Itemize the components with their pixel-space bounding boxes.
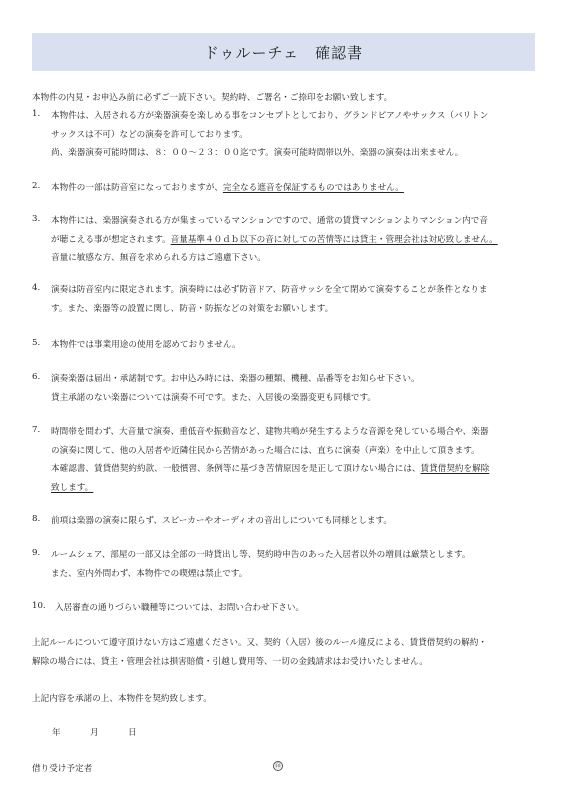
acceptance-statement: 上記内容を承諾の上、本物件を契約致します。 <box>32 694 212 704</box>
rule-line <box>51 481 93 493</box>
rule-line <box>51 462 489 474</box>
rule-text: 本物件には、楽器演奏される方が集まっているマンションですので、通常の賃貸マンションよりマンション内で音 <box>51 216 488 226</box>
rule-line <box>51 251 266 263</box>
rule-number: 1. <box>32 109 41 119</box>
rule-line <box>51 425 488 437</box>
rule-emphasis-underlined: 音量基準４０ｄｂ以下の音に対しての苦情等には貸主・管理会社は対応致しません。 <box>170 234 498 245</box>
rule-number: 3. <box>32 214 41 224</box>
rule-number: 5. <box>32 338 41 348</box>
rule-emphasis-underlined: 賃貸借契約を解除 <box>420 464 490 474</box>
date-month-label: 月 <box>90 728 99 738</box>
rule-number: 7. <box>32 425 41 435</box>
rule-text: また、室内外問わず、本物件での喫煙は禁止です。 <box>51 568 248 579</box>
rule-text: 本物件は、入居される方が楽器演奏を楽しめる事をコンセプトとしており、グランドピアノやサックス（バリトン <box>51 111 489 121</box>
rule-line <box>51 338 241 350</box>
rule-text: 演奏は防音室内に限定されます。演奏時には必ず防音ドア、防音サッシを全て閉めて演奏することが条件となりま <box>51 285 488 295</box>
rule-text: サックスは不可）などの演奏を許可しております。 <box>51 129 248 140</box>
rule-line <box>51 109 488 121</box>
rule-text: ルームシェア、部屋の一部又は全部の一時貸出し等、契約時申告のあった入居者以外の増員は厳禁とします。 <box>51 550 471 560</box>
rule-text: す。また、楽器等の設置に関し、防音・防振などの対策をお願いします。 <box>51 303 334 314</box>
rule-number: 10. <box>32 601 46 611</box>
closing-line-1: 上記ルールについて遵守頂けない方はご遠慮ください。又、契約（入居）後のルール違反による、賃貸借契約の解約・ <box>32 638 487 648</box>
rule-line <box>51 548 470 560</box>
closing-line-2: 解除の場合には、貸主・管理会社は損害賠償・引越し費用等、一切の金銭請求はお受けいたしません。 <box>32 657 428 667</box>
signature-label: 借り受け予定者 <box>32 764 93 774</box>
rule-line <box>51 233 498 245</box>
rule-text: 音量に敏感な方、無音を求められる方はご遠慮下さい。 <box>51 253 266 263</box>
rule-text: 本物件の一部は防音室になっておりますが、 <box>51 183 223 193</box>
date-day-label: 日 <box>128 728 137 738</box>
rule-line <box>51 514 392 526</box>
rule-emphasis-underlined: 致します。 <box>51 482 94 493</box>
rule-line <box>51 214 488 226</box>
seal-mark-icon: ㊞ <box>274 763 281 770</box>
rule-text: 時間帯を問わず、大音量で演奏、重低音や振動音など、建物共鳴が発生するような音源を発している場合や、楽器 <box>51 427 489 437</box>
rule-line <box>51 372 420 384</box>
rule-text: 貸主承諾のない楽器については演奏不可です。また、入居後の楽器変更も同様です。 <box>51 392 377 403</box>
rule-line <box>51 391 376 403</box>
rule-number: 8. <box>32 514 41 524</box>
intro-text: 本物件の内見・お申込み前に必ずご一読下さい。契約時、ご署名・ご捺印をお願い致します。 <box>32 93 393 103</box>
rule-number: 9. <box>32 548 41 558</box>
rule-text: が聴こえる事が想定されます。 <box>51 234 171 245</box>
rule-text: 演奏楽器は届出・承諾制です。お申込み時には、楽器の種類、機種、品番等をお知らせ下さい。 <box>51 374 420 384</box>
rule-line <box>51 283 487 295</box>
rule-number: 4. <box>32 283 41 293</box>
rule-line <box>55 601 304 613</box>
rule-emphasis-underlined: 完全なる遮音を保証するものではありません。 <box>222 183 404 193</box>
rule-line <box>51 146 463 158</box>
rule-text: 尚、楽器演奏可能時間は、８：００～２３：００迄です。演奏可能時間帯以外、楽器の演奏は出来ません。 <box>51 148 464 158</box>
rule-line <box>51 302 333 314</box>
document-title <box>32 33 535 71</box>
rule-number: 6. <box>32 372 41 382</box>
rule-line <box>51 567 247 579</box>
rule-number: 2. <box>32 181 41 191</box>
document-title-text: ドゥルーチェ 確認書 <box>203 43 364 62</box>
rule-line <box>51 444 480 456</box>
date-year-label: 年 <box>52 728 61 738</box>
rule-line <box>51 181 404 193</box>
date-field <box>52 726 137 738</box>
rule-text: 本確認書、賃貸借契約約款、一般慣習、条例等に基づき苦情原因を是正して頂けない場合には、 <box>51 464 421 474</box>
rule-text: の演奏に関して、他の入居者や近隣住民から苦情があった場合には、直ちに演奏（声楽）を中止して頂きます。 <box>51 445 480 456</box>
rule-text: 入居審査の通りづらい職種等については、お問い合わせ下さい。 <box>55 603 305 613</box>
rule-text: 本物件では事業用途の使用を認めておりません。 <box>51 340 241 350</box>
rule-line <box>51 128 248 140</box>
rule-text: 前項は楽器の演奏に限らず、スピーカーやオーディオの音出しについても同様とします。 <box>51 516 392 526</box>
